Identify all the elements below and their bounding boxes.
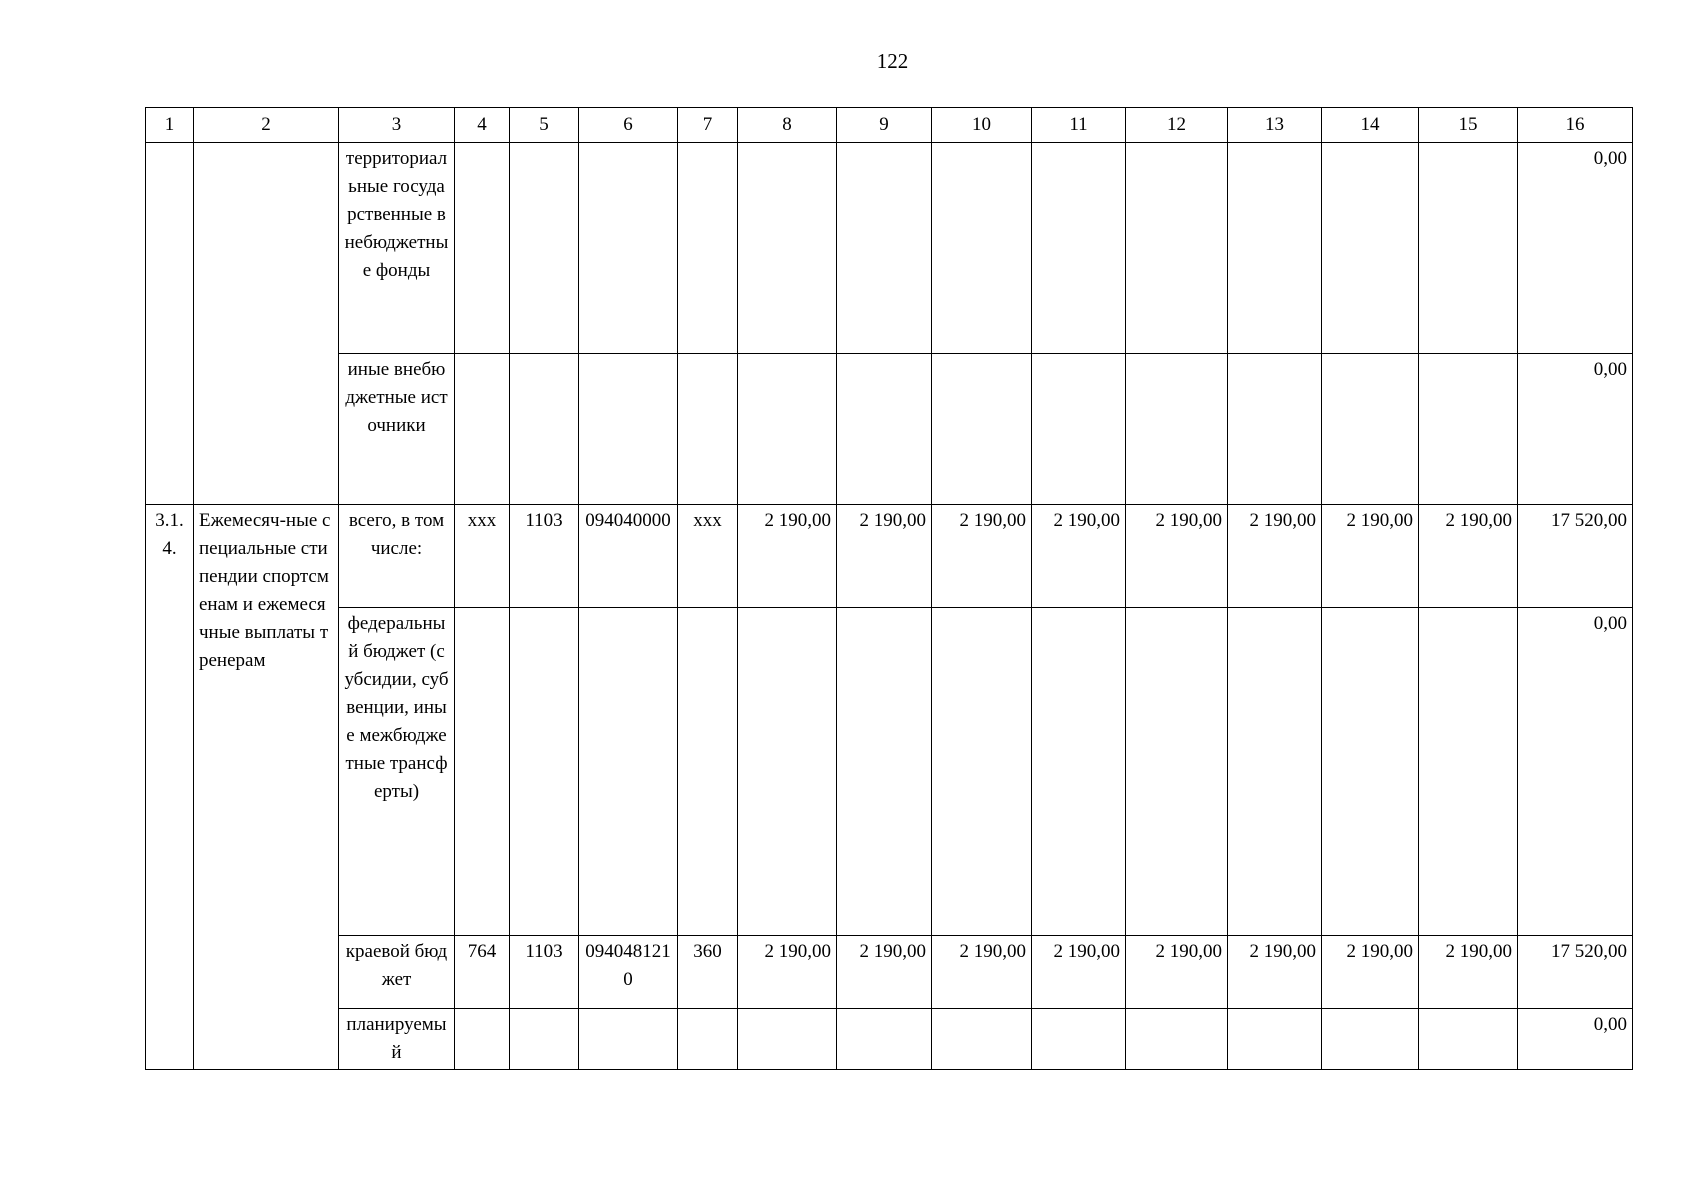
item-number-cell (146, 143, 194, 505)
column-header: 16 (1518, 108, 1633, 143)
column-header: 8 (738, 108, 837, 143)
cell (932, 1009, 1032, 1070)
cell (678, 608, 738, 936)
cell (1126, 143, 1228, 354)
cell-col-4: ххх (455, 505, 510, 608)
cell (1322, 608, 1419, 936)
column-header: 11 (1032, 108, 1126, 143)
column-header: 15 (1419, 108, 1518, 143)
cell-col-15: 2 190,00 (1419, 936, 1518, 1009)
cell (678, 354, 738, 505)
column-header: 14 (1322, 108, 1419, 143)
column-header: 9 (837, 108, 932, 143)
cell-col-13: 2 190,00 (1228, 505, 1322, 608)
cell-col-10: 2 190,00 (932, 505, 1032, 608)
cell-col-9: 2 190,00 (837, 505, 932, 608)
cell-col-11: 2 190,00 (1032, 936, 1126, 1009)
column-header: 4 (455, 108, 510, 143)
funding-source-cell: краевой бюджет (339, 936, 455, 1009)
column-header: 5 (510, 108, 579, 143)
cell-col-14: 2 190,00 (1322, 505, 1419, 608)
column-header: 6 (579, 108, 678, 143)
cell (837, 608, 932, 936)
cell-col-7: 360 (678, 936, 738, 1009)
cell (579, 1009, 678, 1070)
cell-col-6: 0940481210 (579, 936, 678, 1009)
cell (1419, 354, 1518, 505)
cell-col-8: 2 190,00 (738, 505, 837, 608)
cell (1032, 608, 1126, 936)
cell (1322, 354, 1419, 505)
table-row-federal-budget (146, 608, 1633, 936)
cell (837, 143, 932, 354)
cell (738, 143, 837, 354)
cell-col-11: 2 190,00 (1032, 505, 1126, 608)
cell (1126, 1009, 1228, 1070)
cell (837, 354, 932, 505)
cell (678, 1009, 738, 1070)
funding-source-cell: всего, в том числе: (339, 505, 455, 608)
table-row-other-sources (146, 354, 1633, 505)
item-number-cell: 3.1.4. (146, 505, 194, 1070)
cell (837, 1009, 932, 1070)
cell-col-4: 764 (455, 936, 510, 1009)
total-cell: 0,00 (1518, 608, 1633, 936)
cell-col-8: 2 190,00 (738, 936, 837, 1009)
total-cell: 0,00 (1518, 1009, 1633, 1070)
funding-source-cell: планируемый (339, 1009, 455, 1070)
cell (455, 608, 510, 936)
cell (1322, 1009, 1419, 1070)
cell (510, 608, 579, 936)
cell (455, 354, 510, 505)
cell (1228, 1009, 1322, 1070)
cell (932, 608, 1032, 936)
cell (579, 608, 678, 936)
cell (579, 143, 678, 354)
total-cell: 0,00 (1518, 354, 1633, 505)
cell (932, 143, 1032, 354)
column-number-row (146, 108, 1633, 143)
cell (1032, 354, 1126, 505)
cell-col-12: 2 190,00 (1126, 505, 1228, 608)
cell-col-9: 2 190,00 (837, 936, 932, 1009)
item-name-cell (194, 143, 339, 505)
cell (738, 354, 837, 505)
column-header: 3 (339, 108, 455, 143)
cell (510, 1009, 579, 1070)
cell (1126, 608, 1228, 936)
cell (738, 608, 837, 936)
cell (1228, 608, 1322, 936)
cell (455, 1009, 510, 1070)
column-header: 7 (678, 108, 738, 143)
cell (1126, 354, 1228, 505)
cell-col-5: 1103 (510, 936, 579, 1009)
table-row-planned (146, 1009, 1633, 1070)
cell (579, 354, 678, 505)
cell-col-12: 2 190,00 (1126, 936, 1228, 1009)
cell-col-15: 2 190,00 (1419, 505, 1518, 608)
budget-table (145, 107, 1633, 1070)
cell (678, 143, 738, 354)
cell (1032, 1009, 1126, 1070)
cell (1419, 143, 1518, 354)
total-cell: 17 520,00 (1518, 505, 1633, 608)
cell (738, 1009, 837, 1070)
funding-source-cell: территориальные государственные внебюджетные фонды (339, 143, 455, 354)
table-row-regional-budget (146, 936, 1633, 1009)
funding-source-cell: федеральный бюджет (субсидии, субвенции, иные межбюджетные трансферты) (339, 608, 455, 936)
cell (510, 143, 579, 354)
cell (1322, 143, 1419, 354)
cell (932, 354, 1032, 505)
total-cell: 17 520,00 (1518, 936, 1633, 1009)
item-name-cell: Ежемесяч-ные специальные стипендии спортсменам и ежемесячные выплаты тренерам (194, 505, 339, 1070)
cell (510, 354, 579, 505)
cell (1419, 608, 1518, 936)
cell-col-5: 1103 (510, 505, 579, 608)
cell-col-13: 2 190,00 (1228, 936, 1322, 1009)
page-number: 122 (876, 49, 909, 73)
cell-col-6: 094040000 (579, 505, 678, 608)
column-header: 2 (194, 108, 339, 143)
cell-col-10: 2 190,00 (932, 936, 1032, 1009)
cell (1419, 1009, 1518, 1070)
column-header: 12 (1126, 108, 1228, 143)
cell (1228, 354, 1322, 505)
cell-col-14: 2 190,00 (1322, 936, 1419, 1009)
column-header: 13 (1228, 108, 1322, 143)
cell-col-7: ххх (678, 505, 738, 608)
funding-source-cell: иные внебюджетные источники (339, 354, 455, 505)
cell (1032, 143, 1126, 354)
cell (1228, 143, 1322, 354)
table-row-territorial-funds (146, 143, 1633, 354)
cell (455, 143, 510, 354)
column-header: 1 (146, 108, 194, 143)
total-cell: 0,00 (1518, 143, 1633, 354)
table-row-total (146, 505, 1633, 608)
column-header: 10 (932, 108, 1032, 143)
